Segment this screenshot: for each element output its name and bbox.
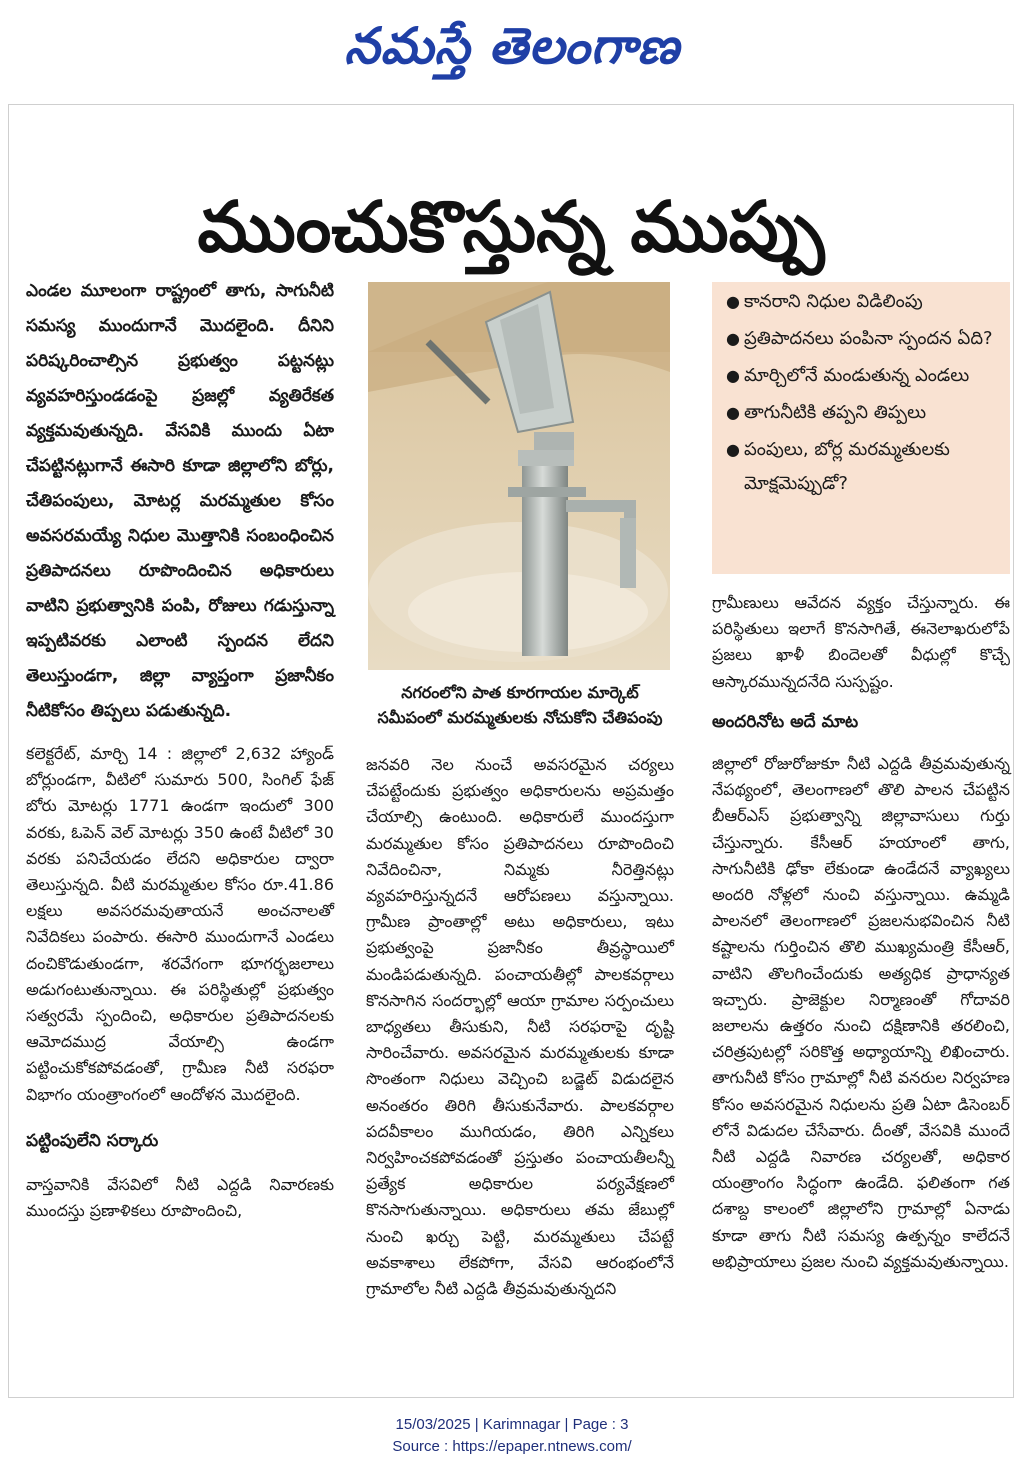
highlights-list <box>720 285 1004 501</box>
article-paragraph: జిల్లాలో రోజురోజుకూ నీటి ఎద్దడి తీవ్రమవుతున్న నేపథ్యంలో, తెలంగాణలో తొలి పాలన చేపట్టిన బీఆర్ఎస్ ప్రభుత్వాన్ని జిల్లావాసులు గుర్తు చేస్తున్నారు. కేసీఆర్ హయాంలో తాగు, సాగునీటికి ఢోకా లేకుండా ఉండేదనే వ్యాఖ్యలు అందరి నోళ్లలో నుంచి వస్తున్నాయి. ఉమ్మడి పాలనలో తెలంగాణలో ప్రజలనుభవించిన నీటి కష్టాలను గుర్తించిన తొలి ముఖ్యమంత్రి కేసీఆర్, వాటిని తొలగించేందుకు అత్యధిక ప్రాధాన్యత ఇచ్చారు. ప్రాజెక్టుల నిర్మాణంతో గోదావరి జలాలను ఉత్తరం నుంచి దక్షిణానికి తరలించి, చరిత్రపుటల్లో సరికొత్త అధ్యాయాన్ని లిఖించారు. తాగునీటి కోసం గ్రామాల్లో నీటి వనరుల నిర్వహణ కోసం అవసరమైన నిధులను ప్రతి ఏటా డిసెంబర్ లోనే విడుదల చేసేవారు. దీంతో, వేసవికి ముందే నీటి ఎద్దడి నివారణ చర్యలతో, అధికార యంత్రాంగం సిద్ధంగా ఉండేది. ఫలితంగా గత దశాబ్ద కాలంలో జిల్లాలోని గ్రామాల్లో ఏనాడు కూడా తాగు నీటి సమస్య ఉత్పన్నం కాలేదనే అభిప్రాయాలు ప్రజల నుంచి వ్యక్తమవుతున్నాయి. <box>712 754 1010 1271</box>
page-footer <box>0 1414 1024 1458</box>
article-lead: ఎండల మూలంగా రాష్ట్రంలో తాగు, సాగునీటి సమస్య ముందుగానే మొదలైంది. దీనిని పరిష్కరించాల్సిన ప్రభుత్వం పట్టనట్లు వ్యవహరిస్తుండడంపై ప్రజల్లో వ్యతిరేకత వ్యక్తమవుతున్నది. వేసవికి ముందు ఏటా చేపట్టినట్లుగానే ఈసారి కూడా జిల్లాలోని బోర్లు, చేతిపంపులు, మోటర్ల మరమ్మతుల కోసం అవసరమయ్యే నిధుల మొత్తానికి సంబంధించిన ప్రతిపాదనలు రూపొందించిన అధికారులు వాటిని ప్రభుత్వానికి పంపి, రోజులు గడుస్తున్నా ఇప్పటివరకు ఎలాంటి స్పందన లేదని తెలుస్తుండగా, జిల్లా వ్యాప్తంగా ప్రజానీకం నీటికోసం తిప్పలు పడుతున్నది. <box>26 281 334 721</box>
article-column-3 <box>712 590 1010 1275</box>
masthead <box>0 0 1024 104</box>
subheading: అందరినోట అదే మాట <box>712 711 859 732</box>
article-paragraph: వాస్తవానికి వేసవిలో నీటి ఎద్దడి నివారణకు ముందస్తు ప్రణాళికలు రూపొందించి, <box>26 1175 334 1221</box>
source-link[interactable]: Source : https://epaper.ntnews.com/ <box>392 1438 632 1455</box>
bullet-icon: ● <box>726 440 740 459</box>
bullet-icon: ● <box>726 292 740 311</box>
article-column-1 <box>26 274 334 1224</box>
subheading: పట్టింపులేని సర్కారు <box>26 1130 159 1151</box>
article-paragraph: గ్రామీణులు ఆవేదన వ్యక్తం చేస్తున్నారు. ఈ పరిస్థితులు ఇలాగే కొనసాగితే, ఈనెలాఖరులోపే ప్రజలు ఖాళీ బిందెలతో వీధుల్లో కొచ్చే ఆస్కారమున్నదనేది సుస్పష్టం. <box>712 593 1010 691</box>
highlight-item: ● పంపులు, బోర్ల మరమ్మతులకు మోక్షమెప్పుడో? <box>720 433 1004 501</box>
article-paragraph: జనవరి నెల నుంచే అవసరమైన చర్యలు చేపట్టేందుకు ప్రభుత్వం అధికారులను అప్రమత్తం చేయాల్సి ఉంటుంది. అధికారులే ముందస్తుగా మరమ్మతుల కోసం ప్రతిపాదనలు రూపొందించి నివేదించినా, నిమ్మకు నీరెత్తినట్లు వ్యవహరిస్తున్నదనే ఆరోపణలు వస్తున్నాయి. గ్రామీణ ప్రాంతాల్లో అటు అధికారులు, ఇటు ప్రభుత్వంపై ప్రజానీకం తీవ్రస్థాయిలో మండిపడుతున్నది. పంచాయతీల్లో పాలకవర్గాలు కొనసాగిన సందర్భాల్లో ఆయా గ్రామాల సర్పంచులు బాధ్యతలు తీసుకుని, నీటి సరఫరాపై దృష్టి సారించేవారు. అవసరమైన మరమ్మతులకు కూడా సొంతంగా నిధులు వెచ్చించి బడ్జెట్ విడుదలైన అనంతరం తిరిగి తీసుకునేవారు. పాలకవర్గాల పదవీకాలం ముగియడం, తిరిగి ఎన్నికలు నిర్వహించకపోవడంతో ప్రస్తుతం పంచాయతీలన్నీ ప్రత్యేక అధికారుల పర్యవేక్షణలో కొనసాగుతున్నాయి. అధికారులు తమ జేబుల్లో నుంచి ఖర్చు పెట్టి, మరమ్మతులు చేపట్టే అవకాశాలు లేకపోగా, వేసవి ఆరంభంలోనే గ్రామాలోల నీటి ఎద్దడి తీవ్రమవుతున్నదని <box>366 755 674 1299</box>
bullet-icon: ● <box>726 403 740 422</box>
highlight-item: ● ప్రతిపాదనలు పంపినా స్పందన ఏది? <box>720 322 1004 356</box>
article-paragraph: కలెక్టరేట్, మార్చి 14 : జిల్లాలో 2,632 హ్యాండ్ బోర్లుండగా, వీటిలో సుమారు 500, సింగిల్ ఫేజ్ బోరు మోటర్లు 1771 ఉండగా ఇందులో 300 వరకు, ఓపెన్ వెల్ మోటర్లు 350 ఉంటే వీటిలో 30 వరకు పనిచేయడం లేదని అధికారుల ద్వారా తెలుస్తున్నది. వీటి మరమ్మతుల కోసం రూ.41.86 లక్షలు అవసరమవుతాయనే అంచనాలతో నివేదికలు పంపారు. ఈసారి ముందుగానే ఎండలు దంచికొడుతుండగా, శరవేగంగా భూగర్భజలాలు అడుగంటుతున్నాయి. ఈ పరిస్థితుల్లో ప్రభుత్వం సత్వరమే స్పందించి, అధికారుల ప్రతిపాదనలకు ఆమోదముద్ర వేయాల్సి ఉండగా పట్టించుకోకపోవడంతో, గ్రామీణ నీటి సరఫరా విభాగం యంత్రాంగంలో ఆందోళన మొదలైంది. <box>26 744 334 1104</box>
article-column-2 <box>366 752 674 1302</box>
highlight-item: ● కానరాని నిధుల విడిలింపు <box>720 285 1004 319</box>
photo-caption: నగరంలోని పాత కూరగాయల మార్కెట్ సమీపంలో మరమ్మతులకు నోచుకోని చేతిపంపు <box>377 683 663 727</box>
hand-pump-illustration <box>368 282 670 670</box>
highlight-item: ● మార్చిలోనే మండుతున్న ఎండలు <box>720 359 1004 393</box>
article-headline: ముంచుకొస్తున్న ముప్పు <box>197 185 825 268</box>
bullet-icon: ● <box>726 329 740 348</box>
highlights-box <box>712 282 1010 574</box>
highlight-item: ● తాగునీటికి తప్పని తిప్పలు <box>720 396 1004 430</box>
newspaper-logo: నమస్తే తెలంగాణ <box>344 16 680 75</box>
bullet-icon: ● <box>726 366 740 385</box>
hand-pump-photo <box>368 282 670 670</box>
edition-info: 15/03/2025 | Karimnagar | Page : 3 <box>395 1416 629 1433</box>
